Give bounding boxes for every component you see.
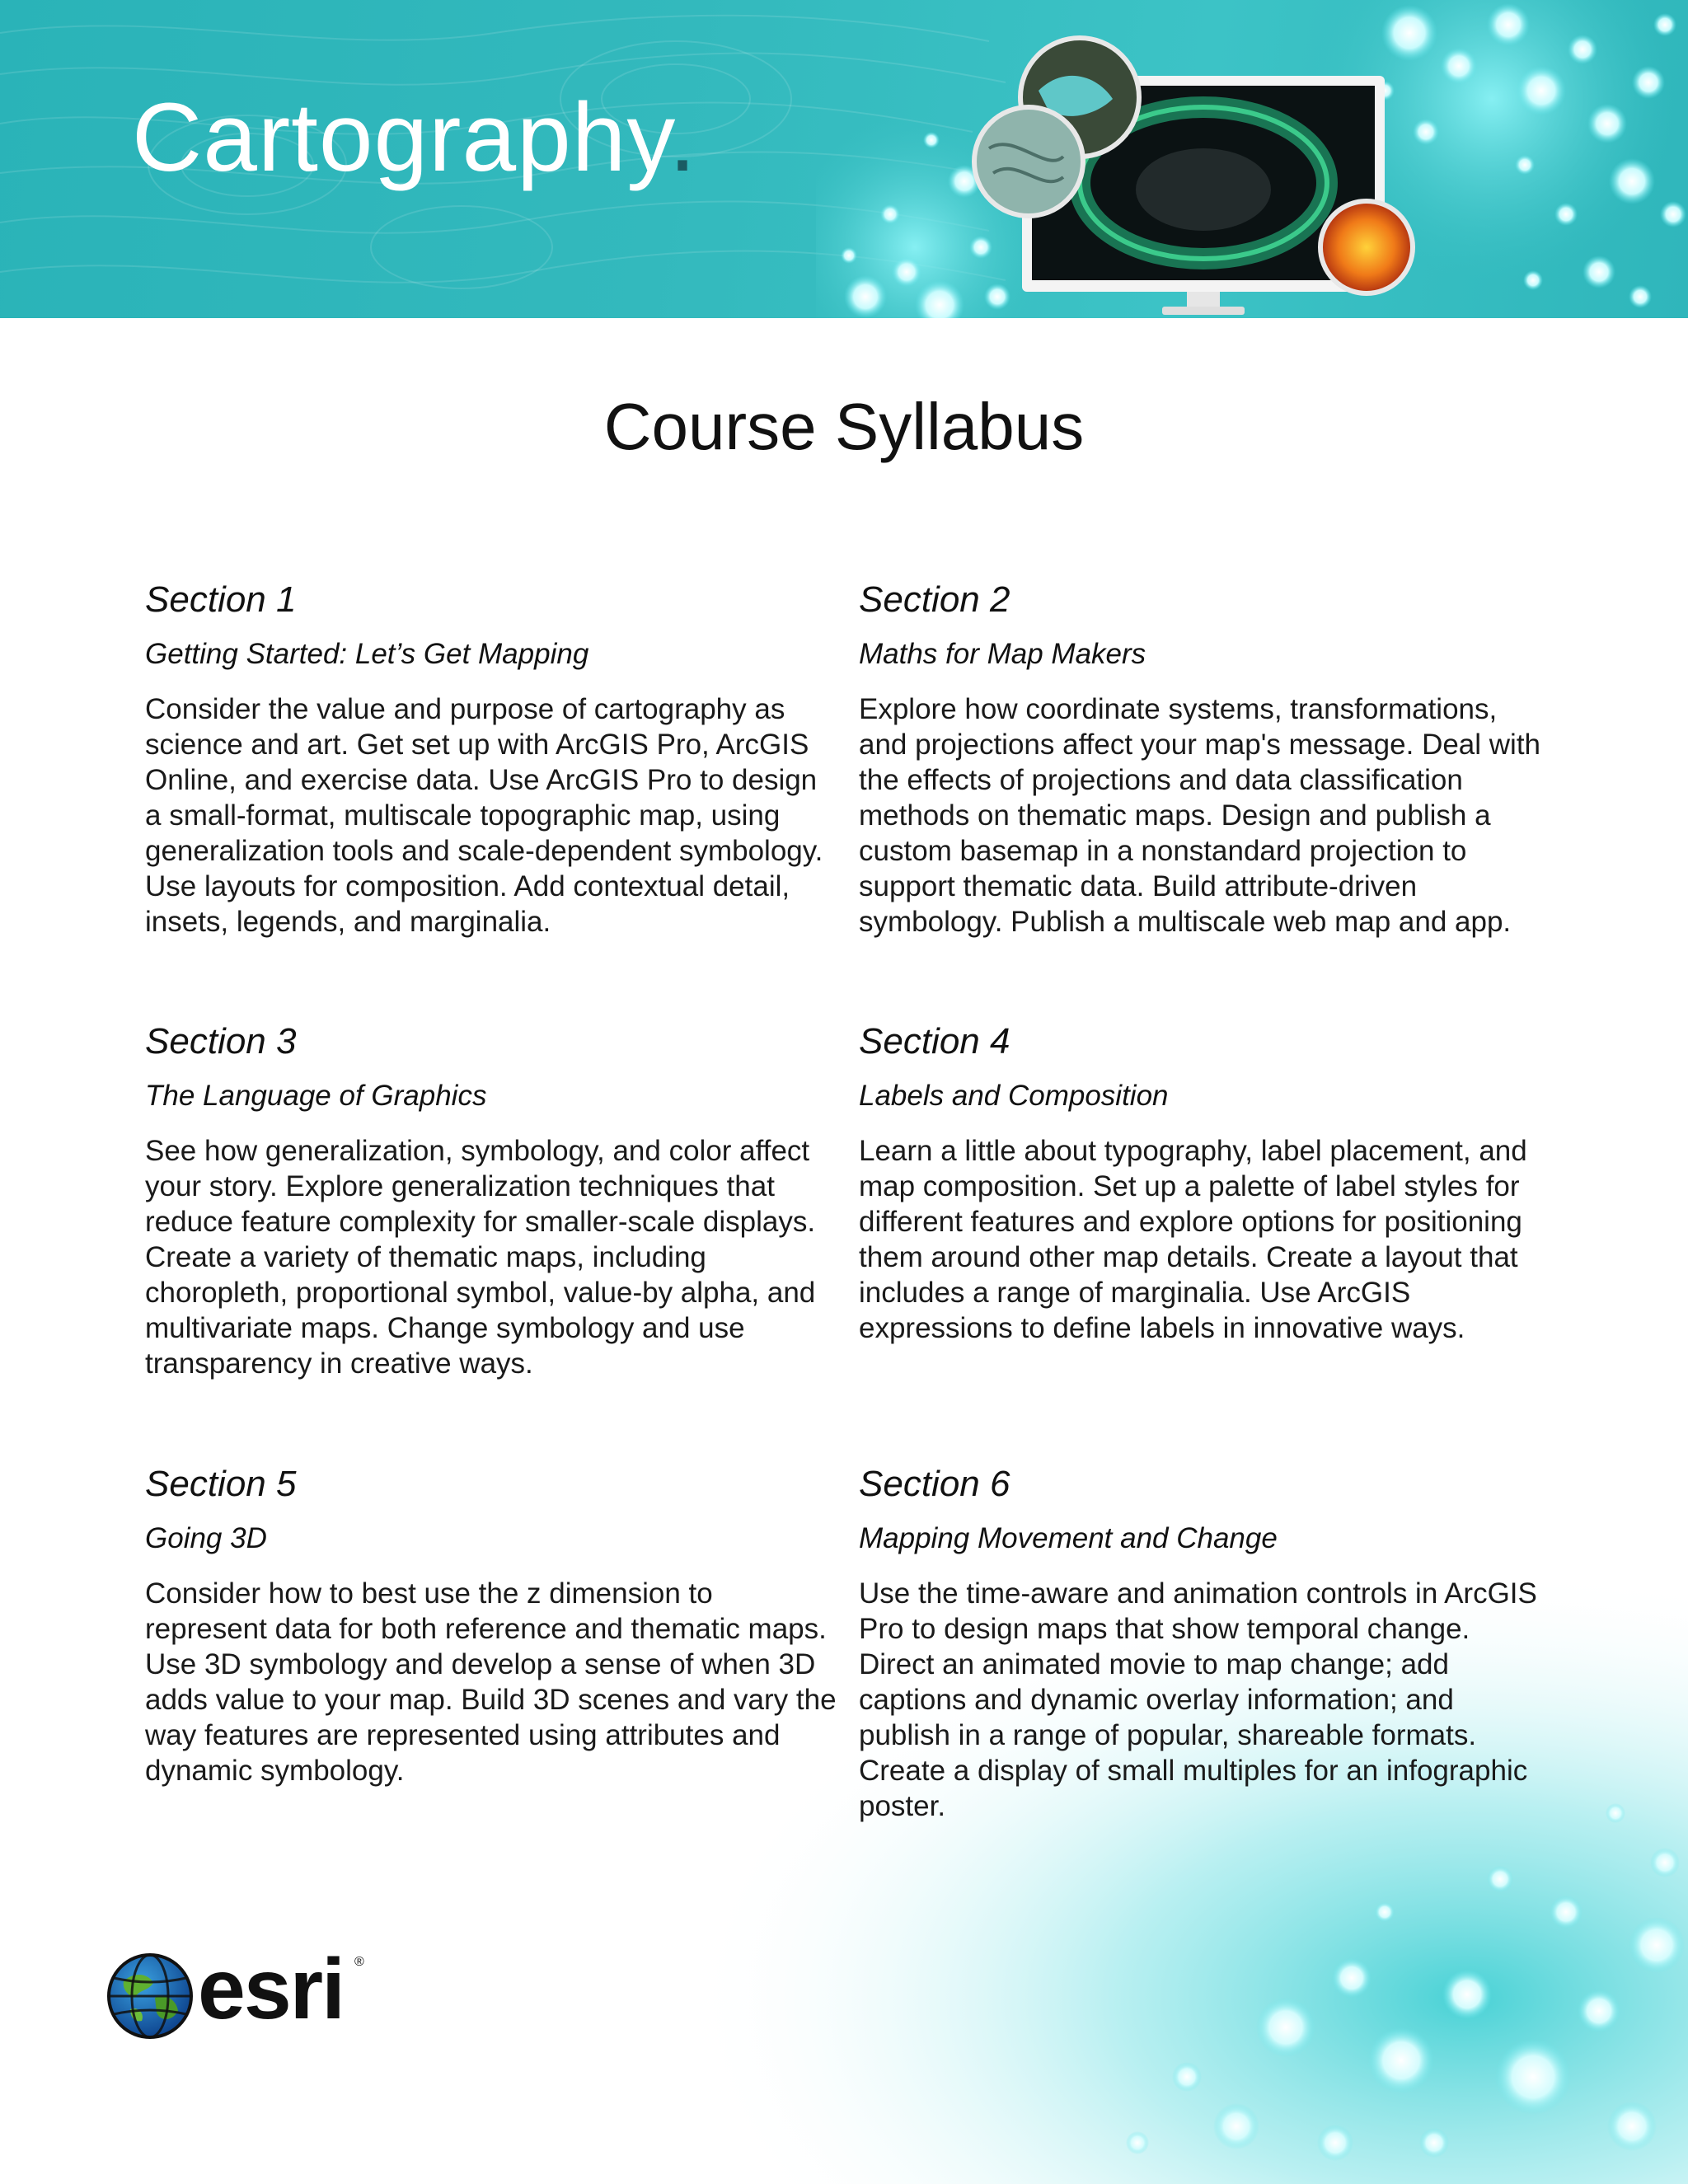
globe-icon — [106, 1952, 195, 2041]
section-body: Learn a little about typography, label placement, and map composition. Set up a palette of label styles for different features and explore options for positioning them around other map details. Create a layout that includes a range of marginalia. Use ArcGIS expressions to define labels in innovative ways. — [859, 1135, 1527, 1344]
section-heading: Section 6 — [859, 1464, 1010, 1504]
section-3 — [145, 1021, 837, 1381]
section-body: See how generalization, symbology, and color affect your story. Explore generalization techniques that reduce feature complexity for smaller-scale displays. Create a variety of thematic maps, including choropleth, proportional symbol, value-by alpha, and multivariate maps. Change symbology and use transparency in creative ways. — [145, 1135, 816, 1380]
page-title: Course Syllabus — [603, 390, 1085, 463]
section-subtitle: The Language of Graphics — [145, 1080, 487, 1112]
map-circle-left — [974, 107, 1083, 216]
section-subtitle: Mapping Movement and Change — [859, 1522, 1278, 1554]
section-heading: Section 5 — [145, 1464, 297, 1504]
registered-mark: ® — [354, 1955, 364, 1969]
section-subtitle: Maths for Map Makers — [859, 638, 1146, 670]
section-body: Consider the value and purpose of cartography as science and art. Get set up with ArcGIS Pro, ArcGIS Online, and exercise data. Use ArcGIS Pro to design a small-format, multiscale topographic map, using generalization tools and scale-dependent symbology. Use layouts for composition. Add contextual detail, insets, legends, and marginalia. — [145, 693, 823, 938]
banner-title-dot: . — [668, 83, 697, 192]
section-1 — [145, 579, 837, 940]
section-body: Use the time-aware and animation controls in ArcGIS Pro to design maps that show temporal change. Direct an animated movie to map change; add captions and dynamic overlay information; and publish in a range of popular, shareable formats. Create a display of small multiples for an infographic poster. — [859, 1577, 1537, 1822]
section-heading: Section 3 — [145, 1021, 297, 1062]
section-4 — [859, 1021, 1543, 1346]
header-banner — [0, 0, 1688, 318]
esri-logo — [106, 1942, 369, 2042]
section-5 — [145, 1466, 837, 1788]
section-body: Explore how coordinate systems, transformations, and projections affect your map's message. Deal with the effects of projections and data classification methods on thematic maps. Design and publish a custom basemap in a nonstandard projection to support thematic data. Build attribute-driven symbology. Publish a multiscale web map and app. — [859, 693, 1541, 938]
map-circle-right — [1320, 201, 1413, 293]
section-6 — [859, 1466, 1543, 1824]
esri-wordmark: esri — [198, 1942, 345, 2037]
section-subtitle: Going 3D — [145, 1522, 267, 1554]
section-subtitle: Labels and Composition — [859, 1080, 1169, 1112]
section-body: Consider how to best use the z dimension to represent data for both reference and thematic maps. Use 3D symbology and develop a sense of when 3D adds value to your map. Build 3D scenes and vary the way features are represented using attributes and dynamic symbology. — [145, 1577, 837, 1787]
banner-title: Cartography. — [132, 83, 697, 192]
section-2 — [859, 579, 1543, 940]
section-heading: Section 2 — [859, 579, 1010, 620]
banner-illustration — [816, 0, 1688, 318]
section-heading: Section 4 — [859, 1021, 1010, 1062]
section-heading: Section 1 — [145, 579, 297, 620]
section-subtitle: Getting Started: Let’s Get Mapping — [145, 638, 589, 670]
